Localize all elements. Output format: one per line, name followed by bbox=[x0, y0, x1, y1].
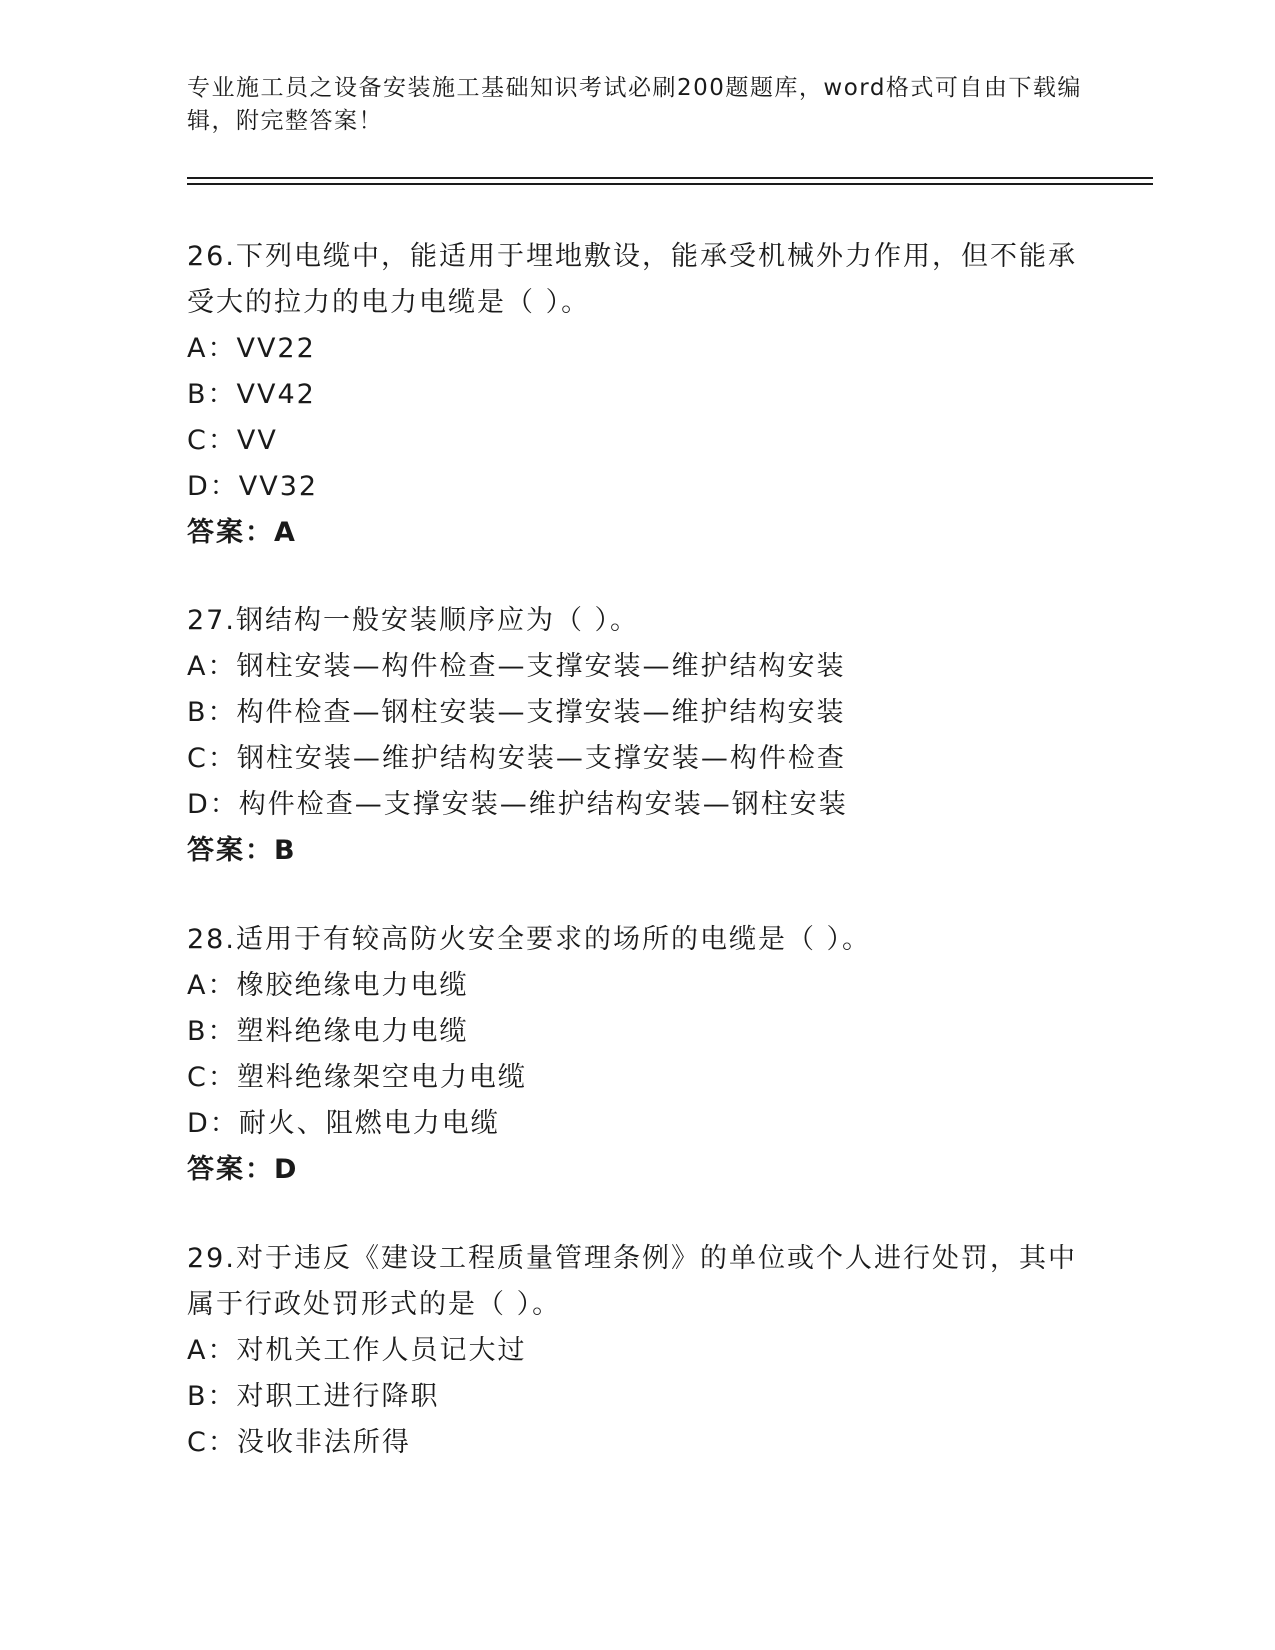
option-c: C：钢柱安装—维护结构安装—支撑安装—构件检查 bbox=[187, 743, 846, 774]
option-c: C：VV bbox=[187, 425, 278, 456]
document-header: 专业施工员之设备安装施工基础知识考试必刷200题题库，word格式可自由下载编辑，附完整答案！ bbox=[187, 75, 1082, 134]
option-b: B：构件检查—钢柱安装—支撑安装—维护结构安装 bbox=[187, 697, 846, 728]
option-d: D：构件检查—支撑安装—维护结构安装—钢柱安装 bbox=[187, 789, 848, 820]
option-a: A：VV22 bbox=[187, 333, 316, 364]
question-stem: 29.对于违反《建设工程质量管理条例》的单位或个人进行处罚，其中属于行政处罚形式的是（ ）。 bbox=[187, 1243, 1077, 1320]
option-c: C：塑料绝缘架空电力电缆 bbox=[187, 1062, 527, 1093]
option-a: A：橡胶绝缘电力电缆 bbox=[187, 970, 469, 1001]
header-divider-top bbox=[187, 177, 1153, 179]
option-b: B：对职工进行降职 bbox=[187, 1381, 440, 1412]
question-26 bbox=[187, 234, 1087, 556]
question-28 bbox=[187, 917, 1087, 1193]
option-b: B：VV42 bbox=[187, 379, 316, 410]
answer: 答案：A bbox=[187, 517, 297, 548]
option-a: A：钢柱安装—构件检查—支撑安装—维护结构安装 bbox=[187, 651, 846, 682]
question-stem: 28.适用于有较高防火安全要求的场所的电缆是（ ）。 bbox=[187, 924, 872, 955]
option-d: D：VV32 bbox=[187, 471, 319, 502]
question-stem: 26.下列电缆中，能适用于埋地敷设，能承受机械外力作用，但不能承受大的拉力的电力电缆是（ ）。 bbox=[187, 241, 1077, 318]
question-29 bbox=[187, 1236, 1087, 1466]
option-a: A：对机关工作人员记大过 bbox=[187, 1335, 527, 1366]
option-c: C：没收非法所得 bbox=[187, 1427, 411, 1458]
answer: 答案：D bbox=[187, 1154, 299, 1185]
answer: 答案：B bbox=[187, 835, 297, 866]
question-27 bbox=[187, 598, 1087, 874]
option-d: D：耐火、阻燃电力电缆 bbox=[187, 1108, 500, 1139]
question-stem: 27.钢结构一般安装顺序应为（ ）。 bbox=[187, 605, 640, 636]
header-divider-bottom bbox=[187, 183, 1153, 185]
option-b: B：塑料绝缘电力电缆 bbox=[187, 1016, 469, 1047]
